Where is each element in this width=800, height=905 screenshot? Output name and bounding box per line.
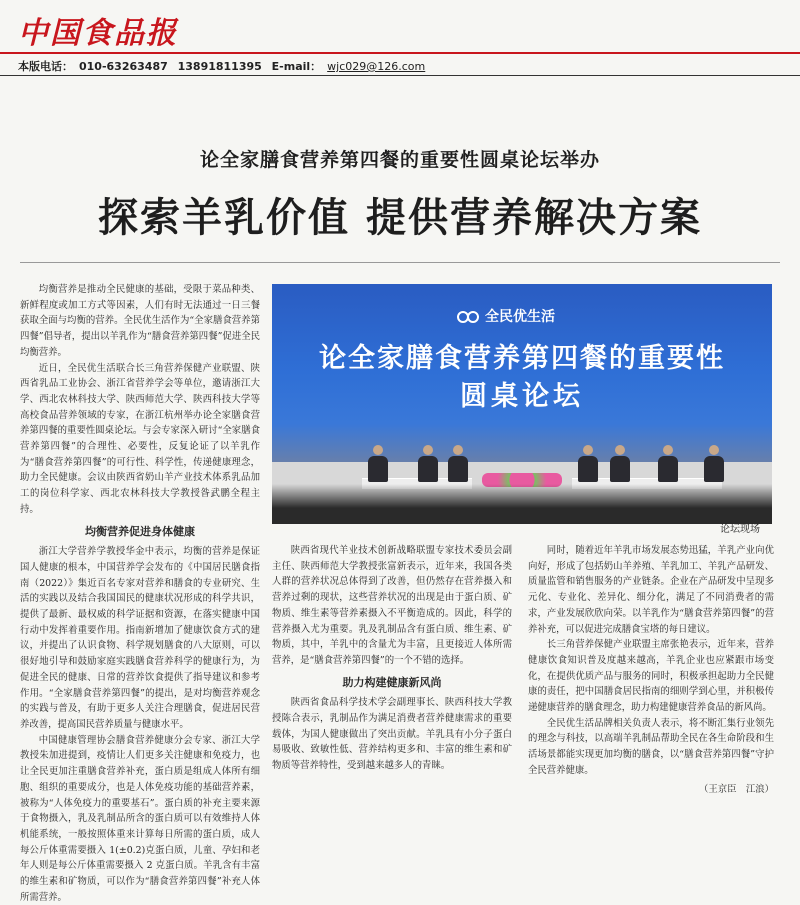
screen-title-line-2: 圆桌论坛 (460, 381, 584, 412)
article-subhead: 论全家膳食营养第四餐的重要性圆桌论坛举办 (199, 149, 600, 171)
paragraph: 长三角营养保健产业联盟主席张艳表示，近年来，营养健康饮食知识普及度越来越高，羊乳企业也应紧跟市场变化，在提供优质产品与服务的同时，积极承担起助力全民健康的责任，把中国膳食居民指南的细则学到心里，并积极传递健康营养的膳食理念，助力构建健康营养食品的新风尚。 (528, 639, 774, 714)
headline-rule (20, 262, 780, 263)
newspaper-name: 中国食品报 (18, 16, 178, 51)
column-right (528, 543, 774, 795)
paragraph: 同时，随着近年羊乳市场发展态势迅猛，羊乳产业向优向好，形成了包括奶山羊养殖、羊乳加工、羊乳产品研发、质量监管和销售服务的产业链条。企业在产品研发中呈现多元化、专业化、差异化、细分化，满足了不同消费者的需求，产业发展欣欣向荣。以羊乳作为“膳食营养第四餐”的营养补充，可以促进完成膳食宝塔的每日建议。 (528, 545, 774, 635)
panelist (448, 445, 468, 482)
brand-logo-text: 全民优生活 (485, 309, 555, 325)
paragraph: 中国健康管理协会膳食营养健康分会专家、浙江大学教授朱加进提到，疫情让人们更多关注健康和免疫力，也让全民更加注重膳食营养补充，蛋白质是组成人体所有细胞、组织的重要成分，也是人体免疫功能的基础营养素，被称为“人体免疫力的重要基石”。蛋白质的补充主要来源于食物摄入，乳及乳制品所含的蛋白质可以有效维持人体机能系统，一般按照体重来计算每日所需的蛋白质，成人每公斤体重需要摄入 1(±0.2)克蛋白质，儿童、孕妇和老年人则是每公斤体重需要摄入 2 克蛋白质。羊乳含有丰富的维生素和矿物质，可以作为“膳食营养第四餐”补充人体所需营养。 (20, 734, 260, 903)
panelist (658, 445, 678, 482)
masthead-rule (0, 52, 800, 54)
contact-email-link[interactable]: wjc029@126.com (327, 60, 426, 73)
contact-line (18, 58, 778, 74)
masthead (0, 0, 800, 60)
forum-photo (272, 284, 772, 517)
panelist (578, 445, 598, 482)
photo-caption: 论坛现场 (720, 524, 760, 535)
byline: （王京臣 江浪） (698, 783, 774, 795)
brand-logo (457, 306, 555, 326)
column-middle (272, 543, 512, 772)
paragraph: 全民优生活品牌相关负责人表示，将不断汇集行业领先的理念与科技，以高端羊乳制品帮助全民在各生命阶段和生活场景都能实现更加均衡的膳食，以“膳食营养第四餐”守护全民营养健康。 (528, 717, 774, 776)
paragraph: 近日，全民优生活联合长三角营养保健产业联盟、陕西省乳品工业协会、浙江省营养学会等单位，邀请浙江大学、西北农林科技大学、陕西师范大学、陕西科技大学等高校食品营养领域的专家，在浙江杭州举办论全家膳食营养第四餐的重要性圆桌论坛。与会专家深入研讨“全家膳食营养第四餐”的合理性、必要性，反复论证了以羊乳作为“膳食营养第四餐”的可行性、科学性，传递健康理念，助力全民健康。会议由陕西省奶山羊产业技术体系乳品加工的岗位科学家、西北农林科技大学教授昝武鹏全程主持。 (20, 362, 260, 515)
panelist (704, 445, 724, 482)
paragraph: 陕西省现代羊业技术创新战略联盟专家技术委员会副主任、陕西师范大学教授张富新表示，近年来，我国各类人群的营养状况总体得到了改善，但仍然存在营养摄入和营养过剩的现状，这些营养状况的出现是由于蛋白质、矿物质、维生素等营养素摄入不平衡造成的。因此，科学的营养摄入尤为重要。乳及乳制品含有蛋白质、维生素、矿物质，其中，羊乳中的含量尤为丰富，且更接近人体所需营养，是“膳食营养第四餐”的一个不错的选择。 (272, 545, 512, 666)
contact-label: 本版电话： (18, 60, 73, 73)
brand-logo-icon (457, 310, 479, 324)
paragraph: 陕西省食品科学技术学会副理事长、陕西科技大学教授陈合表示，乳制品作为满足消费者营养健康需求的重要载体，为国人健康做出了突出贡献。羊乳具有小分子蛋白易吸收、致敏性低、营养结构更多和、丰富的维生素和矿物质等营养特性，受到越来越多人的青睐。 (272, 697, 512, 772)
panelist (418, 445, 438, 482)
panelist (368, 445, 388, 482)
audience-silhouettes (272, 484, 772, 524)
paragraph: 浙江大学营养学教授华金中表示，均衡的营养是保证国人健康的根本，中国营养学会发布的《中国居民膳食指南（2022）》集近百名专家对营养和膳食的专业研究、生活的实践以及结合我国国民的健康状况形成的科学共识，提供了最新、最权威的科学证据和资源，在落实健康中国行动中发挥着重要作用。指南新增加了健康饮食方式的建议，并提出了认识食物、科学规划膳食的八大原则，可以很好地引导和鼓励家庭实践膳食营养科学的健康行为，为促进全民的健康、日常的营养饮食提供了指导建议和参考作用。“全家膳食营养第四餐”的提出，是对均衡营养观念的实践与普及，有助于更多人关注合理膳食，促进居民营养改善，提高国民营养质量与健康水平。 (20, 546, 260, 730)
article-headline: 探索羊乳价值 提供营养解决方案 (98, 194, 702, 241)
section-heading-healthy-trend: 助力构建健康新风尚 (342, 675, 442, 689)
contact-phone-1: 010-63263487 (79, 60, 168, 73)
paragraph: 均衡营养是推动全民健康的基础，受限于菜品种类、新鲜程度或加工方式等因素，人们有时无法通过一日三餐获取全面与均衡的营养。全民优生活作为“全家膳食营养第四餐”倡导者，提出以羊乳作为“膳食营养第四餐”促进全民均衡营养。 (20, 284, 260, 358)
contact-rule (0, 75, 800, 76)
contact-phone-2: 13891811395 (177, 60, 262, 73)
contact-email-label: E-mail： (271, 60, 322, 73)
section-heading-balanced-nutrition: 均衡营养促进身体健康 (85, 524, 195, 538)
panelist (610, 445, 630, 482)
screen-title-line-1: 论全家膳食营养第四餐的重要性 (319, 343, 725, 374)
column-left (20, 282, 260, 903)
